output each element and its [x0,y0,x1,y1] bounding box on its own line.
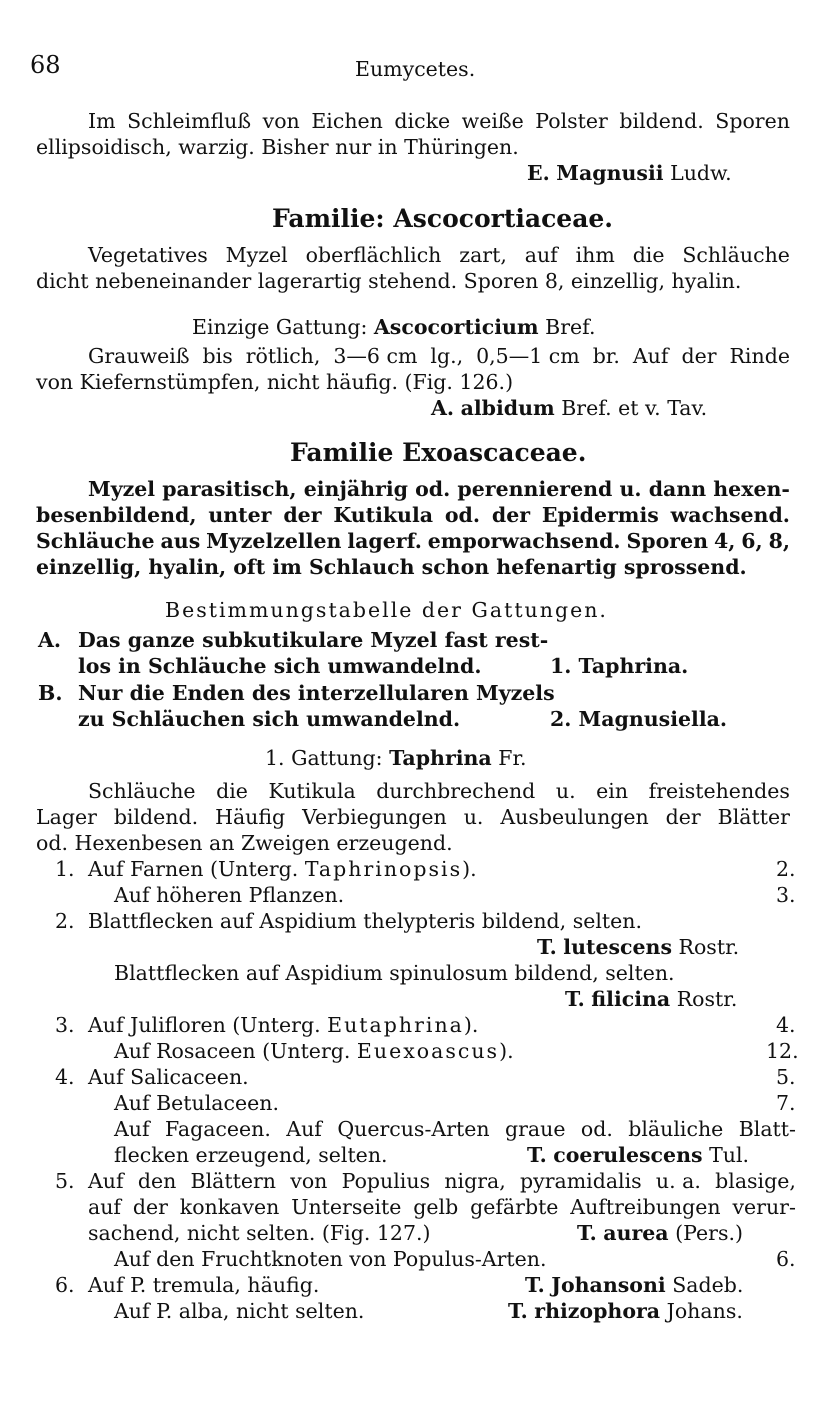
word: od. [580,1117,613,1141]
word: u. [619,477,642,501]
word: der [681,344,717,368]
key-2b-text: Blattflecken auf Aspidium spinulosum bildend, selten. [114,961,675,985]
word: den [137,1169,177,1193]
word: zart, [459,243,507,267]
word: od. [444,503,481,527]
word: gelb [413,1195,459,1219]
word: perennierend [457,477,613,501]
word: die [216,779,248,803]
word: dann [648,477,707,501]
word: Kutikula [268,779,356,803]
word: bläuliche [628,1117,724,1141]
intro-line-2: ellipsoidisch, warzig. Bisher nur in Thüringen. [36,135,519,159]
word: lagerf. [347,529,422,553]
species-author: Tul. [709,1143,750,1167]
word: 6, [741,529,763,553]
genus-author: Bref. [545,315,596,339]
species-filicina [565,986,737,1012]
key-row-a-line-1: Das ganze subkutikulare Myzel fast rest- [78,628,549,652]
word: der [491,503,531,527]
word: die [632,243,665,267]
key-2-number: 2. [55,909,75,933]
word: hexen- [713,477,790,501]
word: Auf [286,1117,322,1141]
key-row-b-line-1: Nur die Enden des interzellularen Myzels [78,681,555,705]
species-name: lutescens [563,935,672,959]
key-4-number: 4. [55,1065,75,1089]
word: auf [524,243,558,267]
word: Blatt- [738,1117,796,1141]
genus1-line-2 [36,804,790,830]
word: von [290,1169,328,1193]
word: Häufig [215,805,286,829]
word: u. [555,779,576,803]
word: auf [88,1195,122,1219]
species-lutescens [537,934,739,960]
word: Schläuche [36,529,155,553]
genus1-line-3: od. Hexenbesen an Zweigen erzeugend. [36,831,453,855]
word: Sporen [715,109,790,133]
key-1a-close: ). [462,857,477,881]
word: Fagaceen. [165,1117,271,1141]
species-author: Rostr. [678,935,740,959]
key-row-b-letter: B. [38,681,63,705]
key-5a-line-2 [88,1194,796,1220]
word: u. a. [655,1169,701,1193]
key-5a-line-3: sachend, nicht selten. (Fig. 127.) [88,1221,431,1245]
word: Blätter [717,805,790,829]
word: Myzel [225,243,288,267]
key-5b-text: Auf den Fruchtknoten von Populus-Arten. [114,1247,547,1271]
key-1a-subgenus: Taphrinopsis [304,857,463,881]
key-1b-lead: 3. [776,883,796,907]
word: 8, [768,529,790,553]
fam2-line-3 [36,528,790,554]
page-number: 68 [30,51,61,79]
key-4c-line-2: flecken erzeugend, selten. [114,1143,388,1167]
word: Auf [88,1169,124,1193]
species-name: albidum [460,396,555,420]
word: Sporen [626,529,709,553]
species-coerulescens [527,1142,749,1168]
species-aurea [577,1220,743,1246]
genus-name: Ascocorticium [373,315,539,339]
word: Populius [341,1169,431,1193]
key-5a-line-1 [88,1168,796,1194]
word: nigra, [444,1169,506,1193]
family-heading-exoascaceae [290,440,586,466]
key-3b-close: ). [499,1039,514,1063]
word: Verbiegungen [302,805,447,829]
species-abbr: T. [508,1299,528,1323]
species-author: Rostr. [676,987,738,1011]
word: Auf [114,1117,150,1141]
word: Im [88,109,116,133]
key-4b-text: Auf Betulaceen. [114,1091,279,1115]
species-abbr: E. [527,161,550,185]
key-5b-lead: 6. [776,1247,796,1271]
species-author: Ludw. [670,161,732,185]
species-name: aurea [603,1221,669,1245]
key-table-title: Bestimmungstabelle der Gattungen. [165,598,608,622]
key-3b-label: Auf Rosaceen (Unterg. [114,1039,351,1063]
word: Auf [632,344,669,368]
fam1-line-3 [88,343,790,369]
word: Unterseite [291,1195,402,1219]
key-2a-text: Blattflecken auf Aspidium thelypteris bildend, selten. [88,909,642,933]
word: einjährig [303,477,408,501]
word: besenbildend, [36,503,197,527]
word: parasitisch, [162,477,297,501]
word: wachsend. [670,503,790,527]
word: Lager [36,805,97,829]
word: 3—6 cm [333,344,418,368]
species-author: Johans. [666,1299,743,1323]
word: bildend. [619,109,704,133]
genus-heading-taphrina [265,745,527,771]
genus-heading-ascocorticium [192,314,596,340]
fam1-line-4: von Kiefernstümpfen, nicht häufig. (Fig. 126.) [36,370,514,394]
key-6-number: 6. [55,1273,75,1297]
key-row-b-line-2: zu Schläuchen sich umwandelnd. [78,707,461,731]
key-3a-lead: 4. [776,1013,796,1037]
key-3b-lead: 12. [766,1039,799,1063]
key-3b-subgenus: Euexoascus [356,1039,500,1063]
key-4a-lead: 5. [776,1065,796,1089]
word: der [283,503,322,527]
species-abbr: T. [565,987,585,1011]
word: Polster [535,109,608,133]
key-3a-subgenus: Eutaphrina [327,1013,464,1037]
word: Rinde [729,344,790,368]
word: bildend. [113,805,199,829]
key-6b-text: Auf P. alba, nicht selten. [114,1299,365,1323]
word: Ausbeulungen [500,805,649,829]
word: Myzelzellen [206,529,342,553]
genus-label: Einzige Gattung: [192,315,368,339]
family-label: Familie: [272,204,385,233]
family-label: Familie [290,438,394,467]
word: Kutikula [333,503,434,527]
word: verur- [732,1195,796,1219]
key-1b-text: Auf höheren Pflanzen. [114,883,345,907]
intro-line-1 [88,108,790,134]
species-author: (Pers.) [675,1221,743,1245]
genus-label: 1. Gattung: [265,746,383,770]
key-4b-lead: 7. [776,1091,796,1115]
word: oberflächlich [305,243,442,267]
word: dicke [394,109,451,133]
word: Schläuche [88,779,196,803]
word: ein [596,779,629,803]
key-6a-text: Auf P. tremula, häufig. [88,1273,320,1297]
word: lg., [430,344,464,368]
key-4c-line-1 [114,1116,796,1142]
species-author: Sadeb. [672,1273,744,1297]
word: weiße [461,109,524,133]
word: u. [463,805,484,829]
key-3a-close: ). [463,1013,479,1037]
species-albidum [431,395,707,421]
species-name: coerulescens [553,1143,703,1167]
key-row-b-result: 2. Magnusiella. [550,707,728,731]
key-1-number: 1. [55,857,75,881]
word: gefärbte [470,1195,559,1219]
family-name: Ascocortiaceae. [393,204,614,233]
word: unter [208,503,272,527]
word: bis [202,344,233,368]
key-3a-text [88,1012,478,1038]
family-name: Exoascaceae. [402,438,587,467]
genus-name: Taphrina [389,746,492,770]
species-author: Bref. et v. Tav. [561,396,708,420]
word: Eichen [311,109,383,133]
species-abbr: T. [527,1143,547,1167]
word: Blättern [190,1169,277,1193]
word: od. [415,477,451,501]
word: 4, [713,529,736,553]
word: rötlich, [245,344,321,368]
word: 0,5—1 cm [476,344,580,368]
key-3a-label: Auf Julifloren (Unterg. [88,1013,321,1037]
fam2-line-2 [36,502,790,528]
key-5-number: 5. [55,1169,75,1193]
genus-author: Fr. [498,746,527,770]
species-abbr: A. [431,396,455,420]
word: Schleimfluß [127,109,252,133]
word: emporwachsend. [427,529,621,553]
species-johansoni [525,1272,743,1298]
species-name: filicina [591,987,671,1011]
key-row-a-letter: A. [38,628,62,652]
species-name: Magnusii [556,161,664,185]
word: der [665,805,701,829]
word: aus [160,529,201,553]
key-row-a-line-2: los in Schläuche sich umwandelnd. [78,654,482,678]
species-name: rhizophora [534,1299,661,1323]
word: graue [504,1117,566,1141]
key-3b-text [114,1038,514,1064]
key-1a-text [88,856,477,882]
family-heading-ascocortiaceae [272,206,613,232]
word: konkaven [179,1195,280,1219]
species-abbr: T. [577,1221,597,1245]
running-title: Eumycetes. [355,57,476,81]
word: Epidermis [541,503,659,527]
word: Quercus-Arten [337,1117,490,1141]
word: pyramidalis [519,1169,642,1193]
word: von [262,109,300,133]
word: Grauweiß [88,344,190,368]
word: Vegetatives [88,243,208,267]
fam1-line-2: dicht nebeneinander lagerartig stehend. Sporen 8, einzellig, hyalin. [36,269,742,293]
word: blasige, [715,1169,796,1193]
word: der [132,1195,168,1219]
key-1a-lead: 2. [776,857,796,881]
key-1a-label: Auf Farnen (Unterg. [88,857,299,881]
genus1-line-1 [88,778,790,804]
word: Auftreibungen [570,1195,721,1219]
key-4a-text: Auf Salicaceen. [88,1065,249,1089]
word: freistehendes [648,779,790,803]
word: durchbrechend [376,779,536,803]
fam2-line-4: einzellig, hyalin, oft im Schlauch schon hefenartig sprossend. [36,555,747,579]
word: br. [592,344,620,368]
fam1-line-1 [88,242,790,268]
word: Schläuche [682,243,790,267]
species-name: Johansoni [551,1273,666,1297]
species-abbr: T. [537,935,557,959]
species-rhizophora [508,1298,743,1324]
species-magnusii [527,160,732,186]
key-row-a-result: 1. Taphrina. [550,654,689,678]
word: ihm [575,243,615,267]
fam2-line-1 [88,476,790,502]
word: Myzel [88,477,156,501]
key-3-number: 3. [55,1013,75,1037]
species-abbr: T. [525,1273,545,1297]
